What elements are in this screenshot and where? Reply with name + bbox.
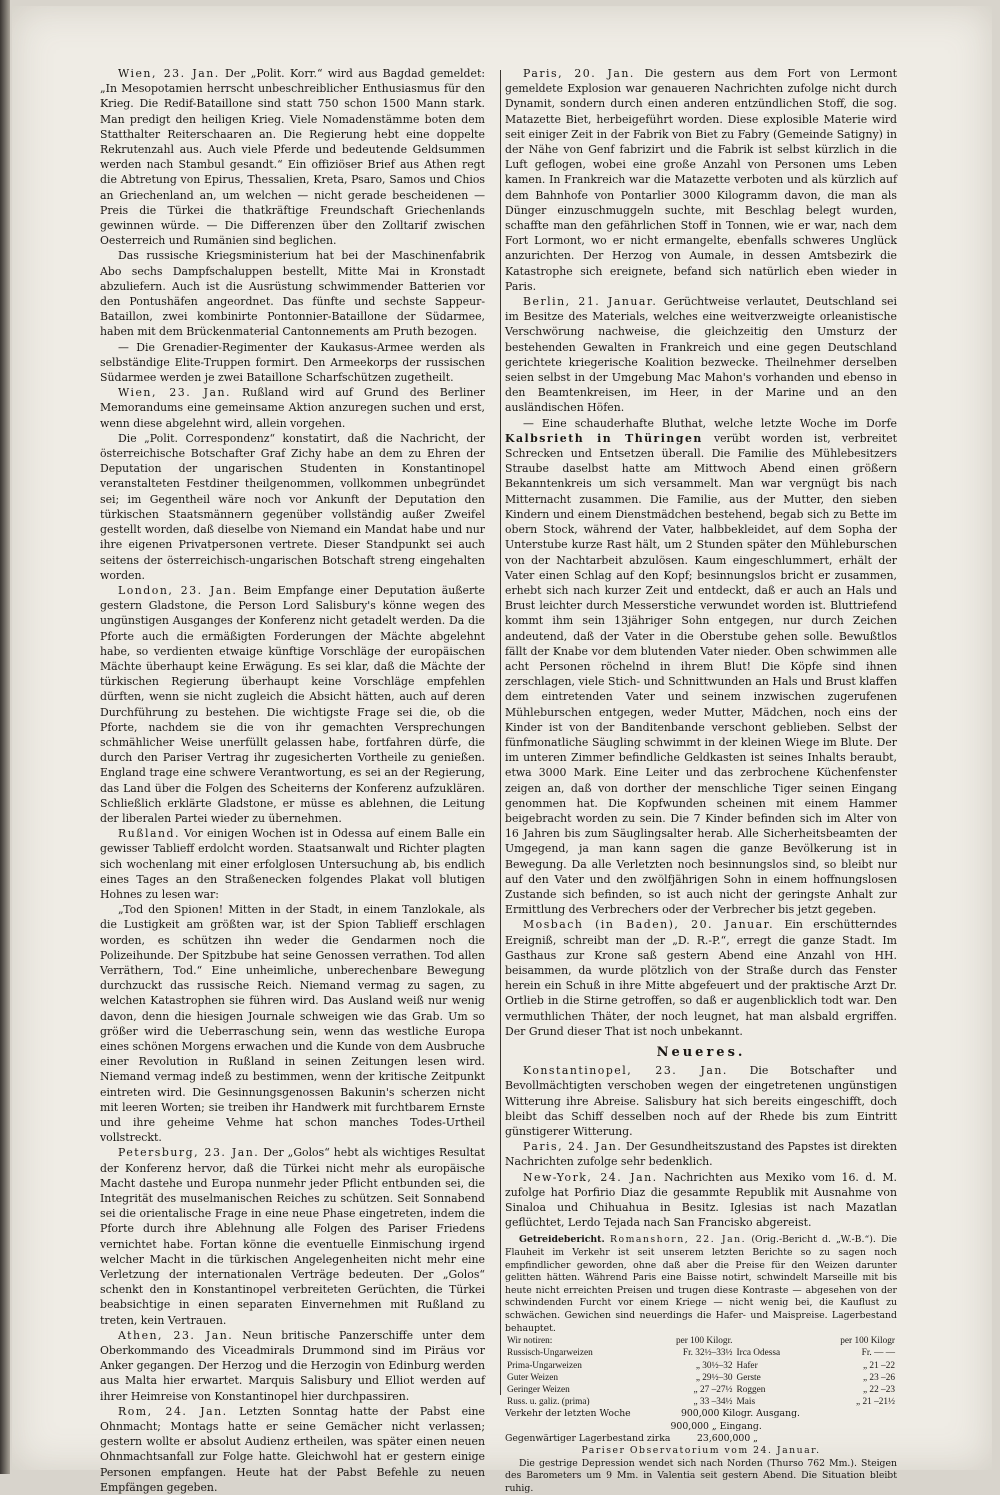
grain-price: „ 23 –26 <box>862 1372 895 1383</box>
grain-price: „ 21 –22 <box>862 1360 895 1371</box>
movement-value: 23,600,000 „ <box>697 1432 759 1444</box>
movement-label: Verkehr der letzten Woche <box>505 1408 631 1420</box>
grain-name: Russisch-Ungarweizen <box>507 1348 593 1359</box>
header-unit-right: per 100 Kilogr <box>840 1336 895 1347</box>
news-paris <box>505 1139 897 1169</box>
movement-line <box>505 1433 897 1445</box>
grain-name: Hafer <box>736 1360 758 1371</box>
article-text: Rußland wird auf Grund des Berliner Memorandums eine gemeinsame Aktion anzuregen suchen und erst, wenn diese abgelehnt wird, allein vorgehen. <box>100 386 485 430</box>
market-title: Getreidebericht. <box>519 1234 605 1246</box>
grain-name: Russ. u. galiz. (prima) <box>507 1397 590 1408</box>
observatory-title: Pariser Observatorium vom 24. Januar. <box>581 1445 821 1457</box>
dateline: Konstantinopel, 23. Jan. <box>523 1064 728 1078</box>
dateline: Berlin, 21. Januar. <box>523 295 658 309</box>
movement-value: 900,000 „ Eingang. <box>670 1420 762 1432</box>
table-row <box>505 1396 897 1408</box>
dateline: Paris, 24. Jan. <box>523 1140 623 1154</box>
article-polit-corr: Die „Polit. Correspondenz“ konstatirt, daß die Nachricht, der österreichische Botschafter Graf Zichy habe an dem zu Ehren der Deputation der ungarischen Studenten in Konstantinopel veranstalteten Festdiner theilgenommen, vollkommen unbegründet sei; im Gegentheil wäre noch vor Ankunft der Deputation den türkischen Staatsmännern gegenüber vollständig außer Zweifel gestellt worden, daß dieselbe von Niemand ein Mandat habe und nur ihre eigenen Privatpersonen vertrete. Dieser Standpunkt sei auch seitens der österreichisch-ungarischen Botschaft streng eingehalten worden. <box>100 431 485 582</box>
article-kalbsrieth <box>505 416 897 918</box>
price-table <box>505 1335 897 1408</box>
dateline: Mosbach (in Baden), 20. Januar. <box>523 918 775 932</box>
article-text: Der „Golos“ hebt als wichtiges Resultat der Konferenz hervor, daß die Türkei nicht mehr als europäische Macht dastehe und Europa nunmehr jeder Pflicht entbunden sei, die Integrität des muselmanischen Reiches zu schützen. Seit Sonnabend sei die orientalische Frage in eine neue Phase eingetreten, indem die Pforte durch ihre Ablehnung alle Folgen des Pariser Friedens vernichtet habe. Fortan könne die eventuelle Einmischung irgend welcher Macht in die türkischen Angelegenheiten nicht mehr eine Verletzung der internationalen Verträge bedeuten. Der „Golos“ schenkt den in Konstantinopel verbreiteten Gerüchten, die Türkei beabsichtige in einen separaten Einvernehmen mit Rußland zu treten, kein Vertrauen. <box>100 1146 485 1327</box>
header-label: Wir notiren: <box>507 1336 553 1347</box>
market-text: Die Flauheit im Verkehr ist seit unserem letzten Berichte so zu sagen noch empfindlicher geworden, ohne daß aber die Preise für den Weizen darunter gelitten hätten. Während Paris eine Baisse notirt, schwindelt Marseille mit bis heute nicht erreichten Preisen und trugen diese Kontraste — abgesehen von der schwindenden Furcht vor einem Kriege — nicht wenig bei, die Kauflust zu schwächen. Gewichen sind neuerdings die Hafer- und Maispreise. Lagerbestand behauptet. <box>505 1234 897 1334</box>
article-wien-2 <box>100 385 485 431</box>
market-intro <box>505 1234 897 1335</box>
market-source: (Orig.-Bericht d. „W.-B.“). <box>751 1234 876 1246</box>
movement-value: 900,000 Kilogr. Ausgang. <box>680 1408 800 1420</box>
article-athen <box>100 1328 485 1404</box>
grain-price: „ 22 –23 <box>862 1385 895 1395</box>
article-text: Der „Polit. Korr.“ wird aus Bagdad gemeldet: „In Mesopotamien herrscht unbeschreiblicher Enthusiasmus für den Krieg. Die Redif-Bataillone sind statt 750 schon 1500 Mann stark. Man predigt den heiligen Krieg. Viele Nomadenstämme boten dem Statthalter Reiterschaaren an. Die Regierung hebt eine doppelte Rekrutenzahl aus. Auch viele Pferde und bedeutende Geldsummen werden nach Stambul gesandt.“ Ein offiziöser Brief aus Athen regt die Abtretung von Epirus, Thessalien, Kreta, Psaro, Samos und Chios an Griechenland an, um welchen — nicht gerade bescheidenen — Preis die Türkei die thatkräftige Freundschaft Griechenlands gewinnen würde. — Die Differenzen über den Zolltarif zwischen Oesterreich und Rumänien sind beglichen. <box>100 67 485 248</box>
article-text: Der Gesundheitszustand des Papstes ist direkten Nachrichten zufolge sehr bedenklich. <box>505 1140 897 1169</box>
grain-name: Roggen <box>736 1385 766 1395</box>
article-text: Gerüchtweise verlautet, Deutschland sei im Besitze des Materials, welches eine weitverzweigte orleanistische Verschwörung nachweise, die gleichzeitig den Umsturz der bestehenden Gewalten in Frankreich und eine gegen Deutschland gerichtete kriegerische Koalition bezwecke. Theilnehmer derselben seien selbst in der Umgebung Mac Mahon's vorhanden und ebenso in den Beamtenkreisen, im Heer, in der Marine und an den ausländischen Höfen. <box>505 295 897 415</box>
dateline: New-York, 24. Jan. <box>523 1170 658 1184</box>
article-text: Vor einigen Wochen ist in Odessa auf einem Balle ein gewisser Tablieff erdolcht worden. Staatsanwalt und Richter plagten sich wochenlang mit einer erfolglosen Untersuchung ab, bis endlich eines Tages an den Straßenecken folgendes Plakat voll blutigen Hohnes zu lesen war: <box>100 827 485 901</box>
grain-name: Geringer Weizen <box>507 1385 570 1395</box>
dateline: Rom, 24. Jan. <box>118 1404 228 1418</box>
grain-price: „ 29½–30 <box>695 1372 733 1383</box>
book-spine-edge <box>0 0 10 1474</box>
dateline: Athen, 23. Jan. <box>118 1328 234 1342</box>
grain-price: „ 21 –21½ <box>856 1397 895 1408</box>
grain-market-report <box>505 1234 897 1495</box>
market-movement <box>505 1408 897 1445</box>
grain-price: „ 27 –27½ <box>693 1385 733 1395</box>
article-rom <box>100 1404 485 1495</box>
table-row <box>505 1372 897 1384</box>
right-column <box>505 66 897 1495</box>
article-text: Die Botschafter und Bevollmächtigten verschoben wegen der eingetretenen ungünstigen Witterung ihre Abreise. Salisbury hat sich bereits eingeschifft, doch bleibt das Schiff desselben noch auf der Rhede bis zum Eintritt günstigerer Witterung. <box>505 1064 897 1139</box>
article-mosbach <box>505 917 897 1039</box>
table-row <box>505 1360 897 1372</box>
article-grenadiers: — Die Grenadier-Regimenter der Kaukasus-Armee werden als selbständige Elite-Truppen formirt. Den Armeekorps der russischen Südarmee werden je zwei Bataillone Scharfschützen zugetheilt. <box>100 340 485 385</box>
news-konstantinopel <box>505 1063 897 1139</box>
dateline: Wien, 23. Jan. <box>118 67 220 80</box>
article-russland <box>100 826 485 902</box>
grain-name: Mais <box>736 1397 756 1408</box>
market-dateline: Romanshorn, 22. Jan. <box>609 1234 747 1246</box>
news-new-york <box>505 1170 897 1231</box>
observatory-text: Die gestrige Depression wendet sich nach Norden (Thurso 762 Mm.). Steigen des Barometers um 9 Mm. in Valentia seit gestern Abend. Die Situation bleibt ruhig. <box>505 1457 897 1494</box>
movement-line <box>505 1421 897 1433</box>
dateline: London, 23. Jan. <box>118 583 238 597</box>
price-table-header <box>505 1335 897 1347</box>
section-heading-neueres: Neueres. <box>656 1045 746 1060</box>
article-text: Letzten Sonntag hatte der Pabst eine Ohnmacht; Montags hatte er seine Gemächer nicht verlassen; gestern wollte er absolut Audienz ertheilen, was später einen neuen Ohnmachtsanfall zur Folge hatte. Gleichwohl hat er gestern einige Personen empfangen. Heute hat der Pabst Befehle zu neuen Empfängen gegeben. <box>100 1404 486 1494</box>
movement-label: Gegenwärtiger Lagerbestand zirka <box>505 1432 671 1444</box>
article-placard: „Tod den Spionen! Mitten in der Stadt, in einem Tanzlokale, als die Lustigkeit am größten war, ist der Spion Tablieff erschlagen worden, es schützen ihn weder die Gendarmen noch die Polizeihunde. Der Spitzbube hat seine Genossen verrathen. Tod allen Verräthern, Tod.“ Eine unheimliche, unberechenbare Bewegung durchzuckt das russische Reich. Niemand vermag zu sagen, zu welchen Katastrophen sie führen wird. Das Ausland weiß nur wenig davon, denn die hiesigen Journale schweigen wie das Grab. Um so größer wird die Ueberraschung sein, wenn das westliche Europa eines schönen Morgens erwachen und die Kunde von dem Ausbruche einer Revolution in Rußland in seinen Zeitungen lesen wird. Niemand vermag indeß zu bestimmen, wenn der kritische Zeitpunkt eintreten wird. Die Gesinnungsgenossen Bakunin's scherzen nicht mit leeren Worten; sie treiben ihr Handwerk mit furchtbarem Ernste und ihre geheime Vehme hat schon manches Todes-Urtheil vollstreckt. <box>100 903 485 1145</box>
header-unit-left: per 100 Kilogr. <box>675 1336 733 1347</box>
dateline: Wien, 23. Jan. <box>118 386 231 400</box>
article-petersburg <box>100 1145 485 1327</box>
article-berlin <box>505 294 897 416</box>
article-london <box>100 583 485 826</box>
grain-price: Fr. 32½–33½ <box>682 1348 733 1359</box>
article-lead: — Eine schauderhafte Bluthat, welche letzte Woche im Dorfe <box>523 416 897 430</box>
dateline: Rußland. <box>118 827 180 841</box>
table-row <box>505 1347 897 1359</box>
dateline: Petersburg, 23. Jan. <box>118 1146 260 1160</box>
grain-price: „ 30½–32 <box>695 1360 733 1371</box>
article-text: Die gestern aus dem Fort von Lermont gemeldete Explosion war genaueren Nachrichten zufolge nicht durch Dynamit, sondern durch einen anderen entzündlichen Stoff, die sog. Matazette Biet, herbeigeführt worden. Diese explosible Materie wird seit einiger Zeit in der Fabrik von Biet zu Fabry (Gemeinde Satigny) in der Nähe von Genf fabrizirt und die Fabrik ist selbst kürzlich in die Luft geflogen, wobei eine große Anzahl von Personen ums Leben kamen. In Frankreich war die Matazette verboten und als kürzlich auf dem Bahnhofe von Pontarlier 3000 Kilogramm davon, die man als Dünger einzuschmuggeln suchte, mit Beschlag belegt wurden, schaffte man den gefährlichen Stoff in Tonnen, wie er war, nach dem Fort Lormont, wo er nicht ermangelte, ebenfalls schweres Unglück anzurichten. Der Herzog von Aumale, in dessen Amtsbezirk die Katastrophe sich ereignete, befand sich natürlich eben wieder in Paris. <box>505 67 897 293</box>
grain-name: Gerste <box>736 1372 761 1383</box>
dateline: Kalbsrieth in Thüringen <box>505 431 703 445</box>
dateline: Paris, 20. Jan. <box>523 67 635 80</box>
grain-price: „ 33 –34½ <box>693 1397 733 1408</box>
article-paris-1 <box>505 66 897 294</box>
article-text: Beim Empfange einer Deputation äußerte gestern Gladstone, die Person Lord Salisbury's könne wegen des ungünstigen Ausganges der Konferenz nicht getadelt werden. Da die Pforte auch die ermäßigten Forderungen der Mächte abgelehnt habe, so verdienten etwaige künftige Vorschläge der europäischen Mächte überhaupt keine Erwägung. Es sei klar, daß die Mächte der türkischen Regierung überhaupt keine Vorschläge empfehlen dürften, wenn sie nicht zugleich die Absicht hätten, auch auf deren Durchführung zu bestehen. Die wichtigste Frage sei die, ob die Pforte, nachdem sie die von ihr gemachten Versprechungen schmählicher Weise unerfüllt gelassen habe, fortfahren dürfe, die durch den Pariser Vertrag ihr zugesicherten Vortheile zu genießen. England trage eine schwere Verantwortung, es sei an der Regierung, das Land über die Folgen des Scheiterns der Konferenz aufzuklären. Schließlich erklärte Gladstone, er müsse es ablehnen, die Leitung der liberalen Partei wieder zu übernehmen. <box>100 583 485 825</box>
grain-name: Prima-Ungarweizen <box>507 1360 582 1371</box>
article-text: Neun britische Panzerschiffe unter dem Oberkommando des Viceadmirals Drummond sind im Piräus vor Anker gegangen. Der Herzog und die Herzogin von Edinburg werden aus Malta hier erwartet. Marquis Salisbury und Elliot werden auf ihrer Heimreise von Konstantinopel hier durchpassiren. <box>100 1328 485 1403</box>
article-text: verübt worden ist, verbreitet Schrecken und Entsetzen überall. Die Familie des Mühlebesitzers Straube daselbst hatte am Mittwoch Abend einen größern Bekanntenkreis um sich versammelt. Man war vergnügt bis nach Mitternacht zusammen. Die Familie, aus der Mutter, den sieben Kindern und einem Dienstmädchen bestehend, begab sich zu Bette im obern Stock, während der Vater, halbbekleidet, auf dem Sopha der Unterstube kurze Rast hält, um 2 Stunden später den Mühleburschen von der Nachtarbeit abzulösen. Kaum eingeschlummert, erhält der Vater einen Schlag auf den Kopf; besinnungslos bricht er zusammen, erhebt sich nach kurzer Zeit und entdeckt, daß er auch an Hals und Brust leichter durch Messerstiche verwundet worden ist. Bluttriefend kommt ihm sein 13jähriger Sohn entgegen, nur durch Zeichen andeutend, daß der Vater in die Oberstube gehen solle. Bewußtlos fällt der Knabe vor dem blutenden Vater nieder. Oben schwimmen alle acht Personen röchelnd in ihrem Blut! Die Köpfe sind ihnen zerschlagen, viele Stich- und Schnittwunden an Hals und Brust klaffen dem eintretenden Vater und seinem inzwischen zugerufenen Mühleburschen entgegen, weder Mutter, Mädchen, noch eins der Kinder ist von der Banditenbande verschont geblieben. Selbst der fünfmonatliche Säugling schwimmt in der kleinen Wiege im Blute. Der im unteren Zimmer befindliche Geldkasten ist seines Inhalts beraubt, etwa 3000 Mark. Eine Leiter und das zerbrochene Küchenfenster zeigen an, daß von dorther der menschliche Tiger seinen Eingang genommen hat. Die Kopfwunden scheinen mit einem Hammer beigebracht worden zu sein. Die 7 Kinder befinden sich im Alter von 16 Jahren bis zum Säuglingsalter herab. Alle Sicherheitsbeamten der Umgegend, ja man kann sagen die ganze Bevölkerung ist in Bewegung. Da alle Verletzten noch besinnungslos sind, so bleibt nur auf den Vater und den zwölfjährigen Sohn in einem hoffnungslosen Zustande sich befinden, so ist auch nicht der geringste Anhalt zur Ermittlung des Verbrechers oder der Verbrecher bis jetzt gegeben. <box>505 431 897 917</box>
column-separator <box>500 70 501 1395</box>
article-wien-1 <box>100 66 485 248</box>
table-row <box>505 1384 897 1396</box>
grain-price: Fr. — — <box>861 1348 895 1359</box>
article-text: Ein erschütterndes Ereigniß, schreibt man der „D. R.-P.“, erregt die ganze Stadt. Im Gasthaus zur Krone saß gestern Abend eine Anzahl von HH. beisammen, da wurde plötzlich von der Straße durch das Fenster herein ein Schuß in ihre Mitte abgefeuert und der praktische Arzt Dr. Ortlieb in die Stirne getroffen, so daß er augenblicklich todt war. Den vermuthlichen Thäter, der noch leugnet, hat man alsbald ergriffen. Der Grund dieser That ist noch unbekannt. <box>505 918 897 1038</box>
left-column <box>100 66 485 1495</box>
article-russian-ministry: Das russische Kriegsministerium hat bei der Maschinenfabrik Abo sechs Dampfschaluppen bestellt, Mitte Mai in Kronstadt abzuliefern. Auch ist die Ausrüstung schwimmender Batterien vor den Pontushäfen angeordnet. Das fünfte und sechste Sappeur-Bataillon, zwei kombinirte Pontonnier-Bataillone der Südarmee, haben mit dem Brückenmaterial Cantonnements am Pruth bezogen. <box>100 249 485 339</box>
movement-line <box>505 1408 897 1420</box>
grain-name: Irca Odessa <box>736 1348 781 1359</box>
article-text: Nachrichten aus Mexiko vom 16. d. M. zufolge hat Porfirio Diaz die gesammte Republik mit Ausnahme von Sinaloa und Chihuahua in Besitz. Iglesias ist nach Mazatlan geflüchtet, Lerdo Tejada nach San Francisko abgereist. <box>505 1170 897 1230</box>
grain-name: Guter Weizen <box>507 1372 558 1383</box>
